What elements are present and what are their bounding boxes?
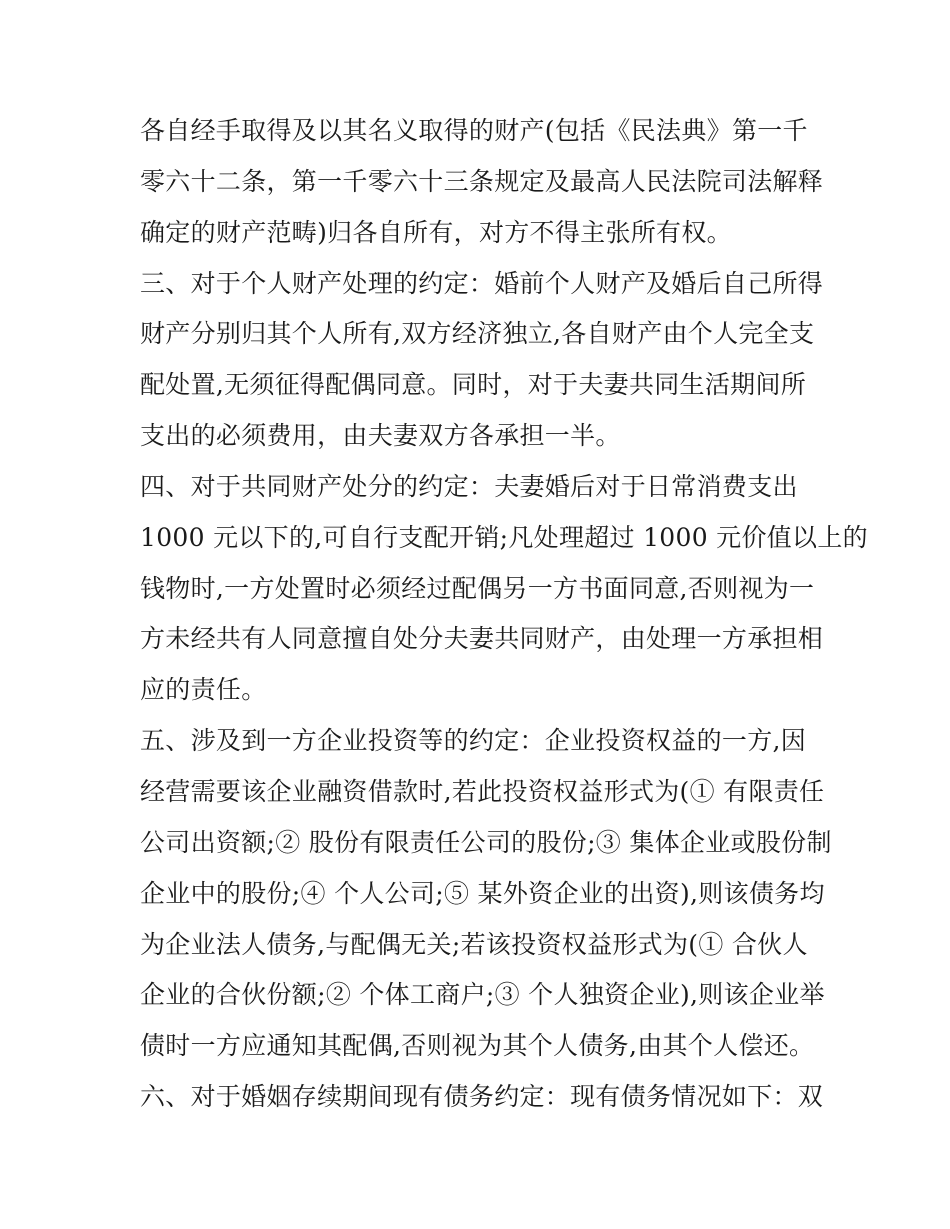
- text-line: 应的责任。: [140, 675, 267, 705]
- text-line: 企业的合伙份额;② 个体工商户;③ 个人独资企业),则该企业举: [140, 980, 825, 1010]
- text-line: 确定的财产范畴)归各自所有，对方不得主张所有权。: [140, 217, 732, 247]
- text-line: 经营需要该企业融资借款时,若此投资权益形式为(① 有限责任: [140, 776, 825, 806]
- text-line: 三、对于个人财产处理的约定：婚前个人财产及婚后自己所得: [140, 268, 824, 298]
- text-line: 四、对于共同财产处分的约定：夫妻婚后对于日常消费支出: [140, 471, 798, 501]
- text-line: 方未经共有人同意擅自处分夫妻共同财产，由处理一方承担相: [140, 624, 824, 654]
- text-line: 财产分别归其个人所有,双方经济独立,各自财产由个人完全支: [140, 319, 815, 349]
- text-line: 五、涉及到一方企业投资等的约定：企业投资权益的一方,因: [140, 726, 807, 756]
- text-line: 各自经手取得及以其名义取得的财产(包括《民法典》第一千: [140, 116, 808, 145]
- text-line: 1000 元以下的,可自行支配开销;凡处理超过 1000 元价值以上的: [140, 522, 868, 552]
- text-line: 企业中的股份;④ 个人公司;⑤ 某外资企业的出资),则该债务均: [140, 878, 825, 908]
- text-line: 支出的必须费用，由夫妻双方各承担一半。: [140, 421, 621, 451]
- text-line: 零六十二条，第一千零六十三条规定及最高人民法院司法解释: [140, 166, 824, 196]
- text-line: 配处置,无须征得配偶同意。同时，对于夫妻共同生活期间所: [140, 370, 807, 400]
- text-line: 六、对于婚姻存续期间现有债务约定：现有债务情况如下：双: [140, 1082, 824, 1112]
- text-line: 为企业法人债务,与配偶无关;若该投资权益形式为(① 合伙人: [140, 929, 808, 959]
- document-body: [140, 106, 868, 1123]
- text-line: 公司出资额;② 股份有限责任公司的股份;③ 集体企业或股份制: [140, 827, 832, 857]
- text-line: 钱物时,一方处置时必须经过配偶另一方书面同意,否则视为一: [140, 573, 815, 603]
- text-line: 债时一方应通知其配偶,否则视为其个人债务,由其个人偿还。: [140, 1031, 815, 1061]
